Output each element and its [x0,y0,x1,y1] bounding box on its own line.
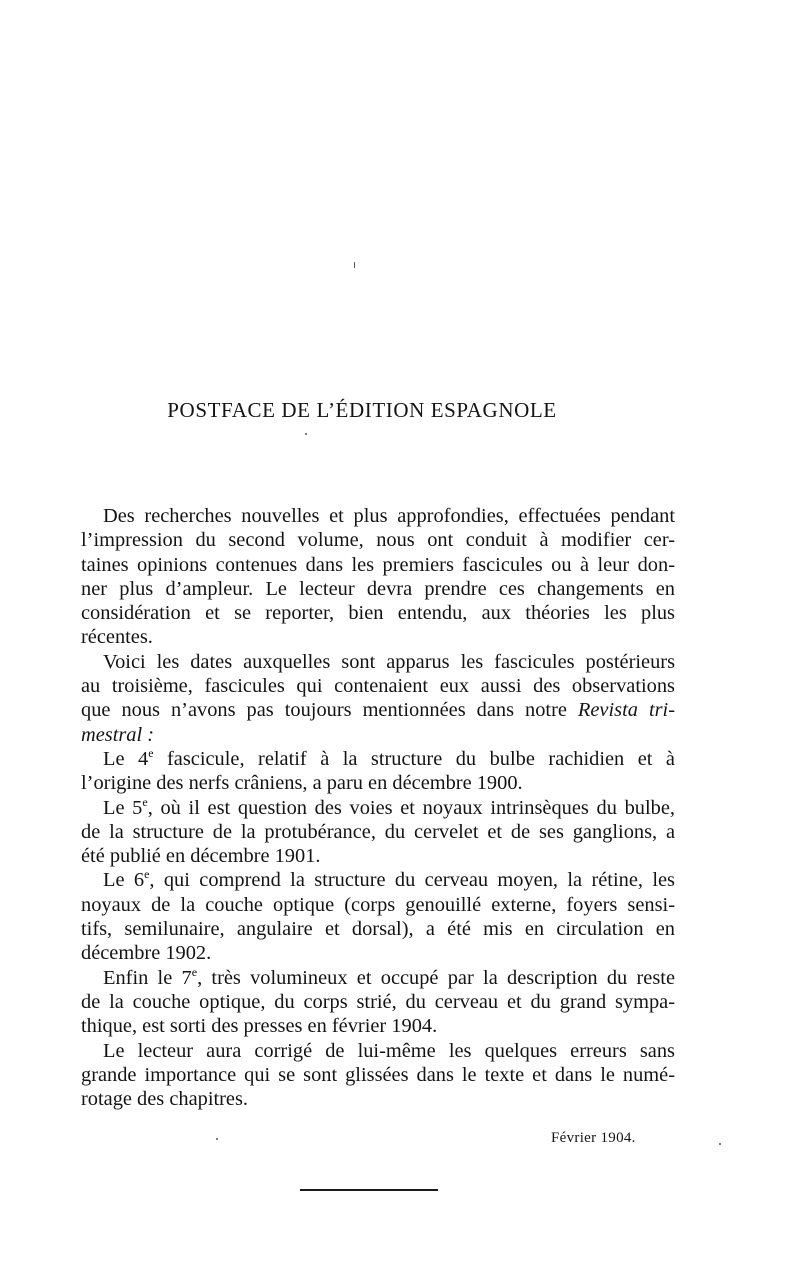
text-line: Le 6e, qui comprend la structure du cerveau moyen, la rétine, les [103,867,675,892]
text-line: récentes. [81,626,153,649]
text-line: rotage des chapitres. [81,1088,249,1111]
ink-speck [354,262,355,268]
text-line [81,723,675,747]
text-line: Des recherches nouvelles et plus approfondies, effectuées pendant [103,505,675,527]
italic-text: mestral : [81,723,155,746]
ordinal-superscript: e [148,745,154,760]
text-line: l’origine des nerfs crâniens, a paru en décembre 1900. [81,772,523,795]
text-line: Le lecteur aura corrigé de lui-même les quelques erreurs sans [103,1039,675,1062]
body-text [81,504,675,1111]
ordinal-superscript: e [191,964,198,979]
paragraph [81,1039,675,1112]
text-line: Enfin le 7e, très volumineux et occupé par la description du reste [103,964,675,989]
text-line: de la couche optique, du corps strié, du cerveau et du grand sympa- [81,990,675,1013]
text-line-with-italic: que nous n’avons pas toujours mentionnées dans notre Revista tri- [81,699,676,722]
paragraph [81,650,675,747]
text-line: été publié en décembre 1901. [81,845,321,868]
text-line: grande importance qui se sont glissées dans le texte et dans le numé- [81,1063,675,1086]
ink-speck [216,1138,218,1140]
ink-speck [305,433,307,435]
text-line: thique, est sorti des presses en février 1904. [81,1015,438,1038]
text-line: au troisième, fascicules qui contenaient eux aussi des observations [81,675,675,698]
ordinal-superscript: e [142,794,148,809]
paragraph [81,796,675,869]
text-line: l’impression du second volume, nous ont conduit à modifier cer- [81,529,675,552]
text-line: Le 4e fascicule, relatif à la structure du bulbe rachidien et à [103,745,675,770]
text-line: tifs, semilunaire, angulaire et dorsal), a été mis en circulation en [81,918,675,941]
text-line: noyaux de la couche optique (corps genouillé externe, foyers sensi- [81,893,675,916]
closing-rule [300,1189,438,1191]
text-line: considération et se reporter, bien entendu, aux théories les plus [81,602,675,625]
ink-speck [719,1143,721,1145]
italic-text: Revista tri- [577,699,676,722]
date-signature: Février 1904. [551,1130,636,1146]
paragraph [81,504,675,650]
text-line: décembre 1902. [81,942,212,965]
paragraph [81,747,675,796]
text-line: Voici les dates auxquelles sont apparus les fascicules postérieurs [103,650,675,673]
page-title: POSTFACE DE L’ÉDITION ESPAGNOLE [167,398,557,422]
text-line: ner plus d’ampleur. Le lecteur devra prendre ces changements en [81,577,675,600]
ordinal-superscript: e [144,867,150,882]
paragraph [81,966,675,1039]
text-line: taines opinions contenues dans les premiers fascicules ou à leur don- [81,553,675,576]
paragraph [81,868,675,965]
text-line: de la structure de la protubérance, du cervelet et de ses ganglions, a [81,820,675,843]
text-line: Le 5e, où il est question des voies et noyaux intrinsèques du bulbe, [103,794,675,819]
